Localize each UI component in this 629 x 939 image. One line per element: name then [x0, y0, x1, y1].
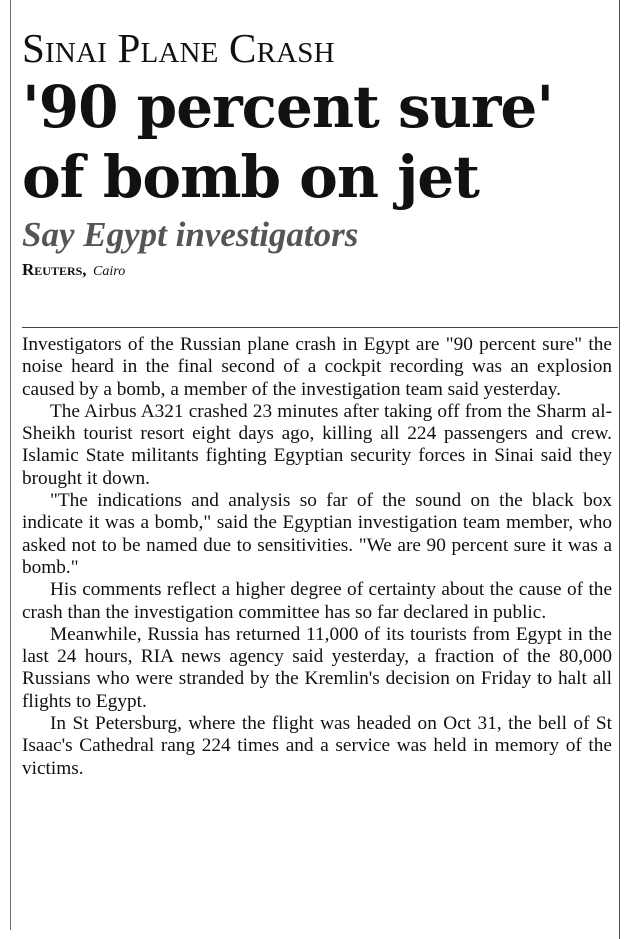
byline-divider [22, 327, 618, 328]
body-paragraph-6: In St Petersburg, where the flight was headed on Oct 31, the bell of St Isaac's Cathedral rang 224 times and a service was held in memory of the victims. [22, 713, 612, 779]
byline-place: Cairo [93, 264, 126, 279]
article-kicker: Sinai Plane Crash [22, 25, 335, 71]
body-paragraph-1: Investigators of the Russian plane crash in Egypt are "90 percent sure" the noise heard in the final second of a cockpit recording was an explosion caused by a bomb, a member of the investigation team said yesterday. [22, 334, 612, 400]
body-paragraph-4: His comments reflect a higher degree of certainty about the cause of the crash than the investigation committee has so far declared in public. [22, 579, 612, 623]
right-column-rule [619, 0, 620, 939]
byline-agency: Reuters, [22, 260, 87, 279]
article-headline [22, 72, 618, 212]
left-column-rule [10, 0, 11, 930]
byline [22, 260, 618, 282]
body-paragraph-2: The Airbus A321 crashed 23 minutes after taking off from the Sharm al-Sheikh tourist resort eight days ago, killing all 224 passengers and crew. Islamic State militants fighting Egyptian security forces in Sinai said they brought it down. [22, 400, 612, 489]
headline-line-2: of bomb on jet [22, 143, 479, 211]
article-body [22, 334, 612, 780]
body-paragraph-5: Meanwhile, Russia has returned 11,000 of its tourists from Egypt in the last 24 hours, RIA news agency said yesterday, a fraction of the 80,000 Russians who were stranded by the Kremlin's decision on Friday to halt all flights to Egypt. [22, 623, 612, 712]
news-article [22, 24, 618, 779]
headline-line-1: '90 percent sure' [22, 73, 554, 141]
body-paragraph-3: "The indications and analysis so far of the sound on the black box indicate it was a bomb," said the Egyptian investigation team member, who asked not to be named due to sensitivities. "We are 90 percent sure it was a bomb." [22, 490, 612, 578]
article-subhead: Say Egypt investigators [22, 215, 359, 254]
